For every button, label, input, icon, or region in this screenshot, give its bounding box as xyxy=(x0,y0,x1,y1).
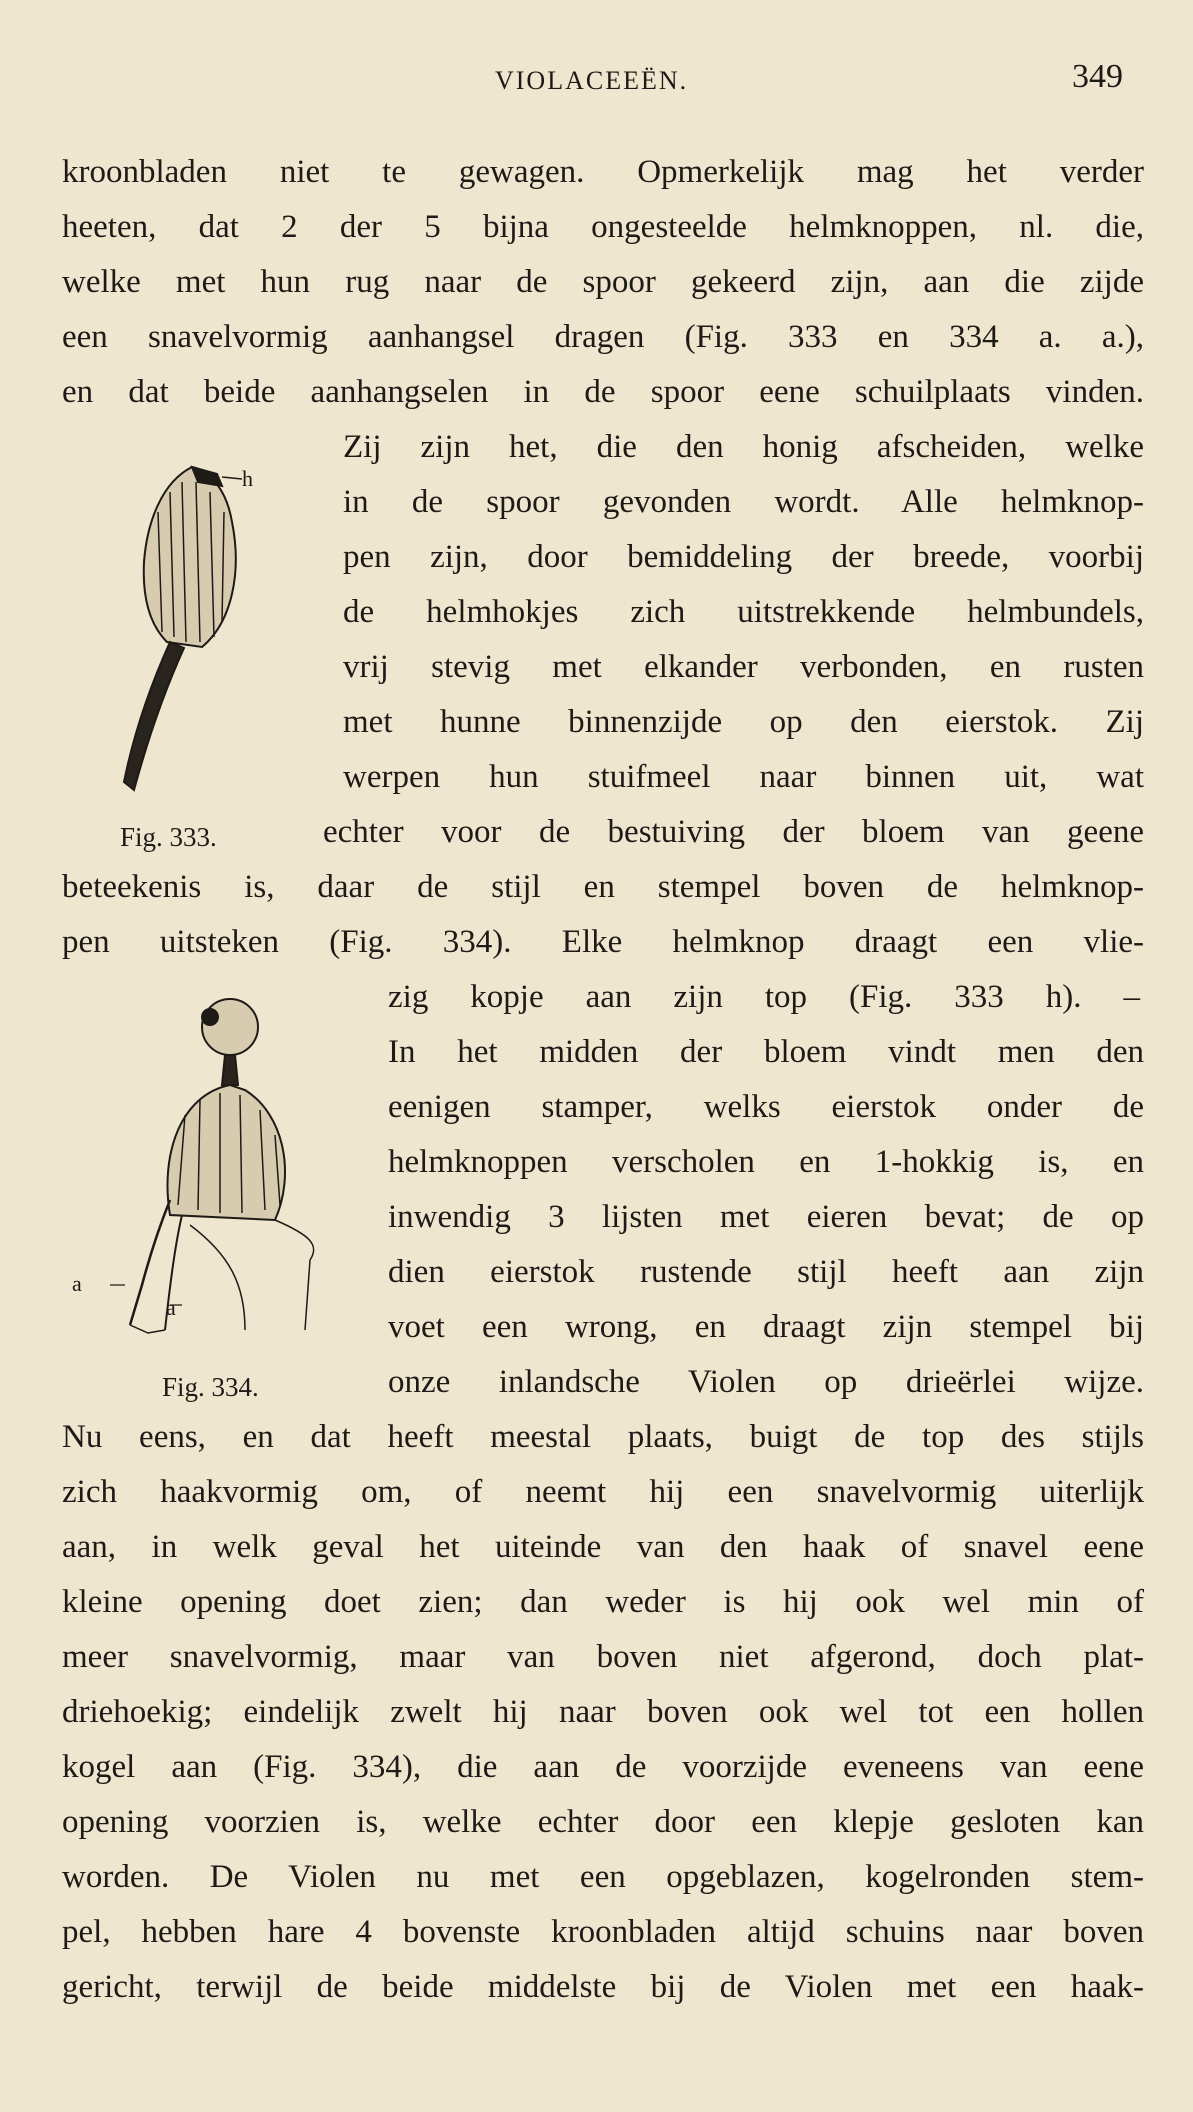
label-a-left: a xyxy=(72,1271,82,1296)
figure-334 xyxy=(70,985,360,1355)
text-line: een snavelvormig aanhangsel dragen (Fig. 333 en 334 a. a.), xyxy=(62,319,1144,355)
text-line: kleine opening doet zien; dan weder is hij ook wel min of xyxy=(62,1584,1144,1620)
text-line: in de spoor gevonden wordt. Alle helmknop- xyxy=(343,484,1144,520)
text-line: vrij stevig met elkander verbonden, en rusten xyxy=(343,649,1144,685)
text-line: en dat beide aanhangselen in de spoor eene schuilplaats vinden. xyxy=(62,374,1144,410)
text-line: meer snavelvormig, maar van boven niet afgerond, doch plat- xyxy=(62,1639,1144,1675)
page-number: 349 xyxy=(1072,58,1123,95)
text-line: echter voor de bestuiving der bloem van geene xyxy=(323,814,1144,850)
text-line: pel, hebben hare 4 bovenste kroonbladen altijd schuins naar boven xyxy=(62,1914,1144,1950)
text-line: pen uitsteken (Fig. 334). Elke helmknop draagt een vlie- xyxy=(62,924,1144,960)
text-line: kogel aan (Fig. 334), die aan de voorzijde eveneens van eene xyxy=(62,1749,1144,1785)
figure-334-caption: Fig. 334. xyxy=(162,1372,259,1402)
text-line: Zij zijn het, die den honig afscheiden, welke xyxy=(343,429,1144,465)
text-line: onze inlandsche Violen op drieërlei wijze. xyxy=(388,1364,1144,1400)
text-line: opening voorzien is, welke echter door een klepje gesloten kan xyxy=(62,1804,1144,1840)
flower-illustration-334 xyxy=(70,985,360,1355)
text-line: pen zijn, door bemiddeling der breede, voorbij xyxy=(343,539,1144,575)
running-head: VIOLACEEËN. xyxy=(495,66,689,95)
stamen-illustration-333 xyxy=(92,452,272,807)
text-line: voet een wrong, en draagt zijn stempel bij xyxy=(388,1309,1144,1345)
text-line: welke met hun rug naar de spoor gekeerd zijn, aan die zijde xyxy=(62,264,1144,300)
page-header xyxy=(0,58,1193,108)
text-line: helmknoppen verscholen en 1-hokkig is, en xyxy=(388,1144,1144,1180)
text-line: werpen hun stuifmeel naar binnen uit, wat xyxy=(343,759,1144,795)
text-line: inwendig 3 lijsten met eieren bevat; de op xyxy=(388,1199,1144,1235)
label-h: h xyxy=(242,466,253,491)
text-line: gericht, terwijl de beide middelste bij de Violen met een haak- xyxy=(62,1969,1144,2005)
text-line: worden. De Violen nu met een opgeblazen, kogelronden stem- xyxy=(62,1859,1144,1895)
text-line: met hunne binnenzijde op den eierstok. Zij xyxy=(343,704,1144,740)
text-line: eenigen stamper, welks eierstok onder de xyxy=(388,1089,1144,1125)
text-line: dien eierstok rustende stijl heeft aan zijn xyxy=(388,1254,1144,1290)
text-line: de helmhokjes zich uitstrekkende helmbundels, xyxy=(343,594,1144,630)
text-line: Nu eens, en dat heeft meestal plaats, buigt de top des stijls xyxy=(62,1419,1144,1455)
text-line: zig kopje aan zijn top (Fig. 333 h). – xyxy=(388,979,1140,1015)
text-line: driehoekig; eindelijk zwelt hij naar boven ook wel tot een hollen xyxy=(62,1694,1144,1730)
figure-333 xyxy=(92,452,272,807)
text-line: beteekenis is, daar de stijl en stempel boven de helmknop- xyxy=(62,869,1144,905)
text-line: In het midden der bloem vindt men den xyxy=(388,1034,1144,1070)
label-a-right: a xyxy=(166,1295,176,1320)
text-line: zich haakvormig om, of neemt hij een snavelvormig uiterlijk xyxy=(62,1474,1144,1510)
figure-333-caption: Fig. 333. xyxy=(120,822,217,852)
text-line: heeten, dat 2 der 5 bijna ongesteelde helmknoppen, nl. die, xyxy=(62,209,1144,245)
text-line: kroonbladen niet te gewagen. Opmerkelijk mag het verder xyxy=(62,154,1144,190)
text-line: aan, in welk geval het uiteinde van den haak of snavel eene xyxy=(62,1529,1144,1565)
